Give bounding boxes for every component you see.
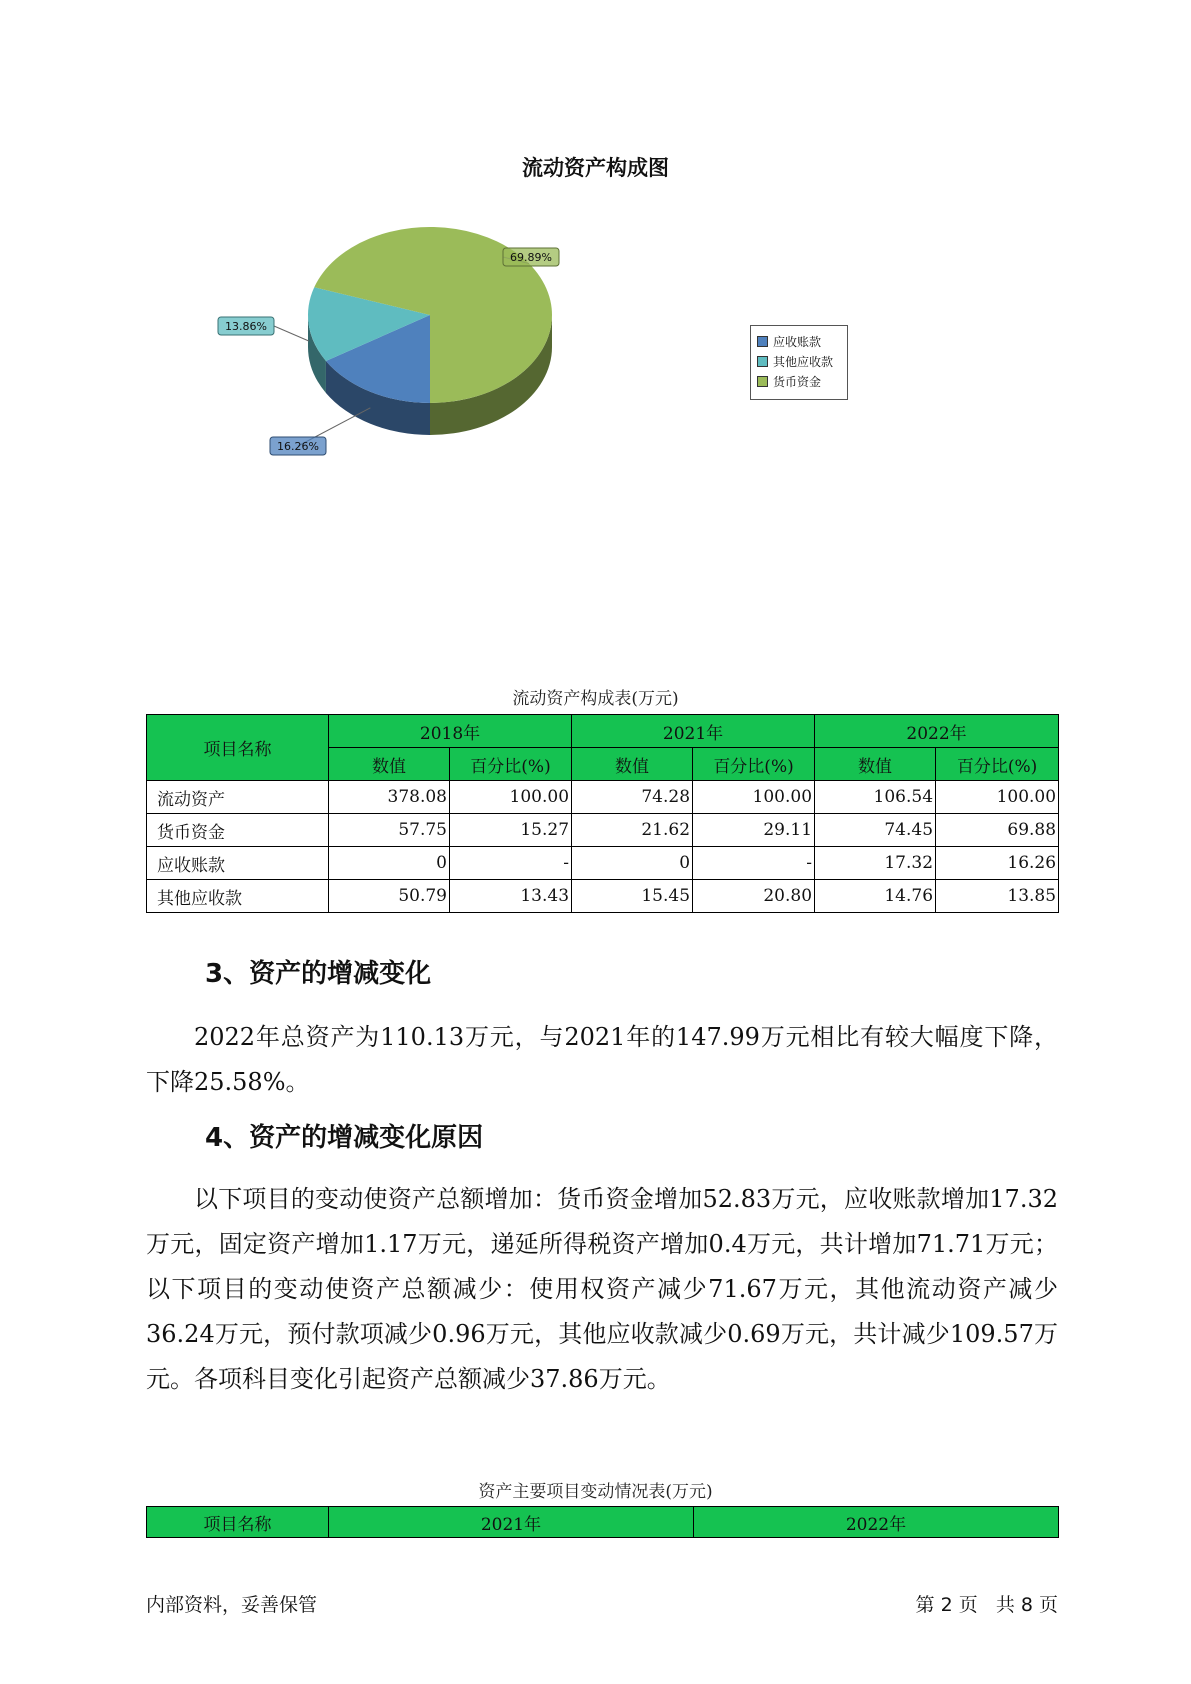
- table-cell: 0: [329, 847, 450, 880]
- table-cell: -: [693, 847, 815, 880]
- legend-swatch: [757, 356, 768, 367]
- footer-note: 内部资料，妥善保管: [146, 1594, 318, 1616]
- table-cell: 13.43: [450, 880, 572, 913]
- table-cell: 17.32: [815, 847, 936, 880]
- table-cell: 0: [572, 847, 693, 880]
- legend-label: 其他应收款: [773, 354, 834, 369]
- section4-heading: 4、资产的增减变化原因: [205, 1123, 484, 1153]
- table-cell: 100.00: [936, 781, 1059, 814]
- table-row: [147, 814, 1059, 847]
- percent-header: 百分比(%): [936, 748, 1059, 781]
- row-label: 货币资金: [147, 814, 329, 847]
- row-label: 流动资产: [147, 781, 329, 814]
- table-cell: -: [450, 847, 572, 880]
- item-name-header: 项目名称: [147, 715, 329, 781]
- table-cell: 13.85: [936, 880, 1059, 913]
- legend-item-receivables: [757, 331, 841, 351]
- year-header: 2018年: [329, 715, 572, 748]
- legend-label: 货币资金: [773, 374, 822, 389]
- page-number: 第 2 页 共 8 页: [915, 1594, 1058, 1616]
- chart-title: 流动资产构成图: [522, 156, 669, 180]
- data-label: 16.26%: [277, 440, 319, 453]
- year-header: 2022年: [815, 715, 1059, 748]
- table-cell: 57.75: [329, 814, 450, 847]
- value-header: 数值: [329, 748, 450, 781]
- data-label: 13.86%: [225, 320, 267, 333]
- asset-changes-table: [146, 1506, 1059, 1538]
- table-cell: 15.45: [572, 880, 693, 913]
- table-cell: 100.00: [693, 781, 815, 814]
- table-cell: 21.62: [572, 814, 693, 847]
- table-row: [147, 847, 1059, 880]
- table-row: [147, 880, 1059, 913]
- table-cell: 50.79: [329, 880, 450, 913]
- section4-paragraph: 以下项目的变动使资产总额增加：货币资金增加52.83万元，应收账款增加17.32万元，固定资产增加1.17万元，递延所得税资产增加0.4万元，共计增加71.71万元；以下项目的变动使资产总额减少：使用权资产减少71.67万元，其他流动资产减少36.24万元，预付款项减少0.96万元，其他应收款减少0.69万元，共计减少109.57万元。各项科目变化引起资产总额减少37.86万元。: [146, 1185, 1058, 1393]
- section3-paragraph: 2022年总资产为110.13万元，与2021年的147.99万元相比有较大幅度下降，下降25.58%。: [146, 1023, 1058, 1096]
- table-cell: 29.11: [693, 814, 815, 847]
- row-label: 应收账款: [147, 847, 329, 880]
- year-header: 2022年: [694, 1507, 1059, 1538]
- table-cell: 16.26: [936, 847, 1059, 880]
- table-cell: 74.45: [815, 814, 936, 847]
- row-label: 其他应收款: [147, 880, 329, 913]
- label-leader-line: [274, 326, 309, 341]
- table2-caption: 资产主要项目变动情况表(万元): [478, 1482, 713, 1502]
- current-assets-table: [146, 714, 1059, 913]
- table-cell: 20.80: [693, 880, 815, 913]
- chart-legend: [750, 325, 848, 400]
- legend-item-cash: [757, 371, 841, 391]
- legend-item-other-receivables: [757, 351, 841, 371]
- year-header: 2021年: [572, 715, 815, 748]
- data-label: 69.89%: [510, 251, 552, 264]
- table-row: [147, 781, 1059, 814]
- table-cell: 69.88: [936, 814, 1059, 847]
- table-cell: 378.08: [329, 781, 450, 814]
- value-header: 数值: [815, 748, 936, 781]
- pie-chart: [200, 210, 620, 470]
- value-header: 数值: [572, 748, 693, 781]
- table-cell: 100.00: [450, 781, 572, 814]
- section3-heading: 3、资产的增减变化: [205, 959, 432, 989]
- legend-swatch: [757, 376, 768, 387]
- table-cell: 15.27: [450, 814, 572, 847]
- item-name-header: 项目名称: [147, 1507, 329, 1538]
- legend-swatch: [757, 336, 768, 347]
- percent-header: 百分比(%): [693, 748, 815, 781]
- legend-label: 应收账款: [773, 334, 822, 349]
- percent-header: 百分比(%): [450, 748, 572, 781]
- table-cell: 74.28: [572, 781, 693, 814]
- year-header: 2021年: [329, 1507, 694, 1538]
- table-cell: 106.54: [815, 781, 936, 814]
- table1-caption: 流动资产构成表(万元): [512, 689, 679, 709]
- table-cell: 14.76: [815, 880, 936, 913]
